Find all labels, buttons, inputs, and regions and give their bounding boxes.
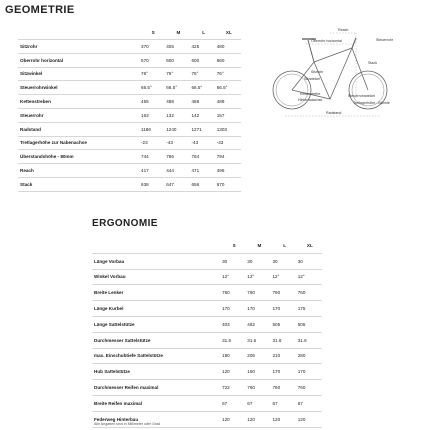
row-label: max. Einschubtiefe Sattelstütze xyxy=(92,348,221,364)
row-value: 76° xyxy=(165,67,190,81)
row-value: 170 xyxy=(246,301,271,317)
diagram-label-steuerrohrwinkel: Steuerrohrwinkel xyxy=(348,94,375,98)
ergonomics-size-header: S xyxy=(221,238,246,253)
ergonomics-header-empty xyxy=(92,238,221,253)
row-value: 76° xyxy=(190,67,215,81)
table-row xyxy=(92,253,322,269)
row-value: 760 xyxy=(297,380,322,396)
diagram-label-kettenstrebe: Kettenstrebe xyxy=(300,92,321,96)
row-value: 66.5° xyxy=(216,81,241,95)
row-label: Durchmesser Sattelstütze xyxy=(92,332,221,348)
row-value: 66.5° xyxy=(190,81,215,95)
ergonomics-title: ERGONOMIE xyxy=(92,218,158,229)
row-value: 505 xyxy=(272,316,297,332)
row-value: 744 xyxy=(140,150,165,164)
row-label: Breite Reifen maximal xyxy=(92,395,221,411)
row-value: 142 xyxy=(190,108,215,122)
row-value: 170 xyxy=(221,301,246,317)
row-value: 794 xyxy=(216,150,241,164)
row-value: 170 xyxy=(297,364,322,380)
row-value: 163 xyxy=(140,108,165,122)
row-value: -43 xyxy=(190,136,215,150)
row-value: 157 xyxy=(216,108,241,122)
row-value: 722 xyxy=(221,380,246,396)
row-label: Reach xyxy=(18,164,140,178)
row-label: Kettenstreben xyxy=(18,95,140,109)
row-value: 1186 xyxy=(140,122,165,136)
diagram-label-oberrohr: Oberrohr horizontal xyxy=(311,39,342,43)
row-value: 760 xyxy=(246,285,271,301)
row-value: 12° xyxy=(221,269,246,285)
geometry-size-header: M xyxy=(165,26,190,40)
row-value: 600 xyxy=(190,53,215,67)
row-value: 455 xyxy=(140,95,165,109)
row-label: Überstandshöhe - 80mm xyxy=(18,150,140,164)
diagram-label-steuerrohr: Steuerrohr xyxy=(376,38,393,42)
row-value: 30 xyxy=(246,253,271,269)
row-value: 405 xyxy=(165,40,190,54)
table-row xyxy=(92,395,322,411)
row-label: Länge Vorbau xyxy=(92,253,221,269)
head-tube-stem xyxy=(352,38,356,48)
row-value: 1271 xyxy=(190,122,215,136)
row-value: 760 xyxy=(272,285,297,301)
row-value: 488 xyxy=(165,95,190,109)
geometry-size-header: XL xyxy=(216,26,241,40)
row-value: 30 xyxy=(297,253,322,269)
row-label: Federweg Hinterbau xyxy=(92,411,221,427)
table-row xyxy=(92,316,322,332)
row-value: 66.5° xyxy=(165,81,190,95)
geometry-size-header: S xyxy=(140,26,165,40)
row-value: -23 xyxy=(140,136,165,150)
row-value: 31.6 xyxy=(221,332,246,348)
row-value: 120 xyxy=(221,411,246,427)
row-value: 12° xyxy=(297,269,322,285)
row-label: Sitzrohr xyxy=(18,40,140,54)
ergonomics-size-header: L xyxy=(272,238,297,253)
row-value: 505 xyxy=(297,316,322,332)
row-value: 31.6 xyxy=(246,332,271,348)
row-value: 786 xyxy=(165,150,190,164)
row-value: 670 xyxy=(216,177,241,191)
row-label: Länge Sattelstütze xyxy=(92,316,221,332)
row-value: 170 xyxy=(272,364,297,380)
row-value: 1303 xyxy=(216,122,241,136)
diagram-label-radstand: Radstand xyxy=(326,111,342,115)
row-value: 471 xyxy=(190,164,215,178)
row-value: 170 xyxy=(272,301,297,317)
row-label: Tretlagerhöhe zur Nabenachse xyxy=(18,136,140,150)
row-label: Steuerrohrwinkel xyxy=(18,81,140,95)
row-value: 280 xyxy=(297,348,322,364)
ergonomics-table xyxy=(92,238,322,428)
seatpost xyxy=(308,40,314,62)
row-value: 656 xyxy=(190,177,215,191)
table-row xyxy=(92,332,322,348)
row-value: 480 xyxy=(216,40,241,54)
row-value: 444 xyxy=(165,164,190,178)
row-value: 570 xyxy=(140,53,165,67)
row-value: -43 xyxy=(216,136,241,150)
row-value: 425 xyxy=(190,40,215,54)
row-value: 66.5° xyxy=(140,81,165,95)
row-value: 496 xyxy=(216,164,241,178)
row-value: 417 xyxy=(140,164,165,178)
row-value: 31.6 xyxy=(272,332,297,348)
row-label: Oberrohr horizontal xyxy=(18,53,140,67)
ergonomics-size-header: M xyxy=(246,238,271,253)
row-value: 370 xyxy=(140,40,165,54)
diagram-label-tretlager: Tretlagerhöhe - Bönnte xyxy=(353,101,390,105)
row-value: 638 xyxy=(140,177,165,191)
row-value: 1240 xyxy=(165,122,190,136)
diagram-label-hinterrad: Hinterradachse xyxy=(298,98,323,102)
row-value: 600 xyxy=(165,53,190,67)
table-row xyxy=(92,380,322,396)
row-label: Hub Sattelstütze xyxy=(92,364,221,380)
diagram-label-stack: Stack xyxy=(368,61,377,65)
row-value: 120 xyxy=(297,411,322,427)
table-row xyxy=(92,364,322,380)
row-value: 67 xyxy=(221,395,246,411)
row-value: 660 xyxy=(216,53,241,67)
row-value: 647 xyxy=(165,177,190,191)
row-value: 760 xyxy=(221,285,246,301)
table-row xyxy=(92,285,322,301)
row-label: Steuerrohr xyxy=(18,108,140,122)
geometry-size-header: L xyxy=(190,26,215,40)
footnote: Alle Angaben sind in Millimeter oder Grad xyxy=(94,422,161,426)
diagram-label-sitzwinkel: Sitzwinkel xyxy=(304,77,320,81)
row-label: Radstand xyxy=(18,122,140,136)
row-value: 132 xyxy=(165,108,190,122)
row-value: 67 xyxy=(246,395,271,411)
row-label: Breite Lenker xyxy=(92,285,221,301)
ergonomics-size-header: XL xyxy=(297,238,322,253)
row-value: 210 xyxy=(272,348,297,364)
row-value: 760 xyxy=(272,380,297,396)
row-value: 462 xyxy=(246,316,271,332)
row-value: 784 xyxy=(190,150,215,164)
row-label: Länge Kurbel xyxy=(92,301,221,317)
row-value: 489 xyxy=(216,95,241,109)
row-value: 30 xyxy=(272,253,297,269)
row-value: 760 xyxy=(297,285,322,301)
row-value: 190 xyxy=(221,348,246,364)
row-value: 120 xyxy=(221,364,246,380)
row-value: 205 xyxy=(246,348,271,364)
diagram-label-sitzrohr: Sitzrohr xyxy=(311,70,324,74)
row-value: 760 xyxy=(246,380,271,396)
row-value: 488 xyxy=(190,95,215,109)
ergonomics-header-row xyxy=(92,238,322,253)
row-value: 12° xyxy=(272,269,297,285)
table-row xyxy=(92,269,322,285)
row-value: 120 xyxy=(272,411,297,427)
row-value: 12° xyxy=(246,269,271,285)
row-value: 175 xyxy=(297,301,322,317)
row-value: 67 xyxy=(297,395,322,411)
row-label: Sitzwinkel xyxy=(18,67,140,81)
row-label: Durchmesser Reifen maximal xyxy=(92,380,221,396)
row-value: 30 xyxy=(221,253,246,269)
row-value: -43 xyxy=(165,136,190,150)
diagram-label-reach: Reach xyxy=(338,28,349,32)
row-label: Stack xyxy=(18,177,140,191)
row-value: 120 xyxy=(246,411,271,427)
table-row xyxy=(92,348,322,364)
row-value: 76° xyxy=(140,67,165,81)
row-value: 31.6 xyxy=(297,332,322,348)
fork xyxy=(352,48,368,90)
row-value: 403 xyxy=(221,316,246,332)
table-row xyxy=(92,301,322,317)
row-value: 67 xyxy=(272,395,297,411)
geometry-title: GEOMETRIE xyxy=(5,4,75,16)
row-value: 76° xyxy=(216,67,241,81)
row-value: 150 xyxy=(246,364,271,380)
row-label: Winkel Vorbau xyxy=(92,269,221,285)
